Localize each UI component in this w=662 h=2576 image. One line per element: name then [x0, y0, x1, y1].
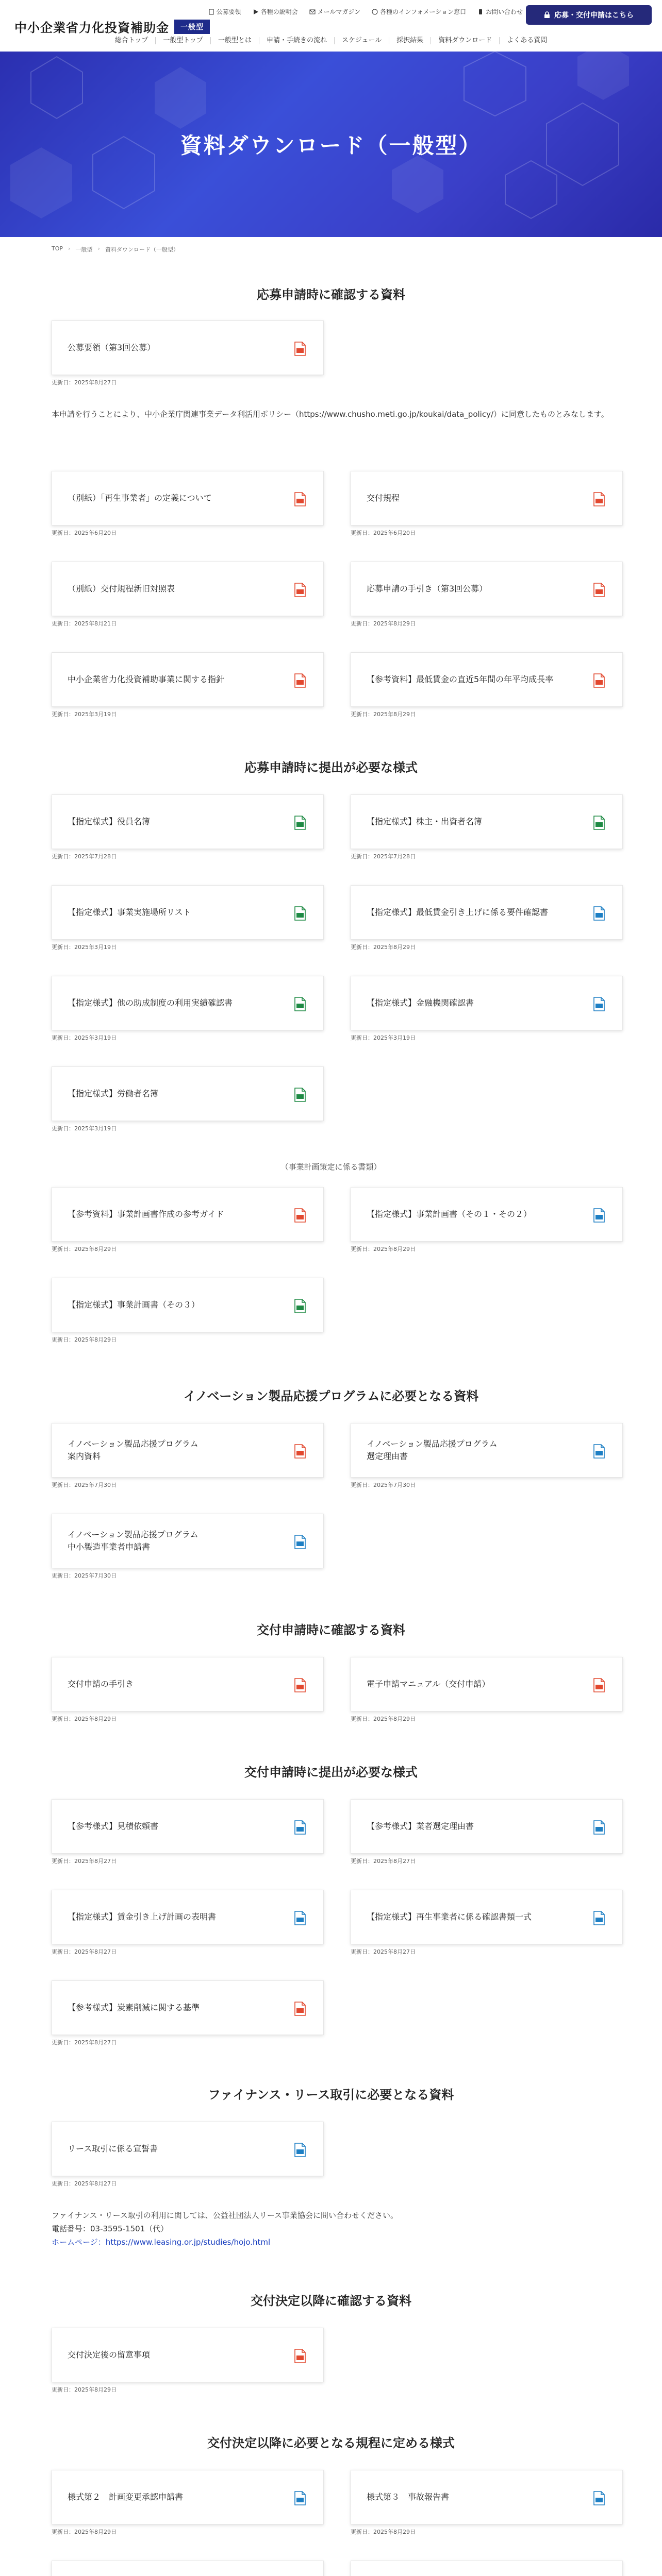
download-card-title: 応募申請の手引き（第3回公募） — [367, 584, 488, 594]
update-date: 更新日：2025年8月27日 — [52, 2039, 117, 2046]
download-card[interactable] — [351, 976, 623, 1030]
download-card[interactable] — [52, 794, 324, 849]
update-date: 更新日：2025年8月29日 — [351, 2529, 416, 2535]
download-card-title: 中小企業省力化投資補助事業に関する指針 — [68, 674, 225, 684]
util-link-label: お問い合わせ — [485, 8, 523, 15]
section-title: 交付決定以降に必要となる規程に定める様式 — [207, 2436, 455, 2450]
util-link-mail[interactable] — [309, 7, 360, 16]
download-card[interactable] — [52, 1514, 324, 1568]
nav-item[interactable]: よくある質問 — [499, 37, 554, 44]
download-card[interactable] — [351, 1187, 623, 1242]
update-date: 更新日：2025年8月29日 — [52, 1336, 117, 1343]
download-card[interactable] — [351, 2470, 623, 2524]
download-card[interactable] — [52, 976, 324, 1030]
update-date: 更新日：2025年3月19日 — [351, 1035, 416, 1041]
section-title: 交付決定以降に確認する資料 — [251, 2294, 411, 2308]
download-card-title: イノベーション製品応援プログラム 案内資料 — [68, 1439, 198, 1461]
nav-item[interactable]: スケジュール — [334, 37, 389, 44]
pdf-file-icon — [294, 342, 306, 356]
download-card-title: （別紙）「再生事業者」の定義について — [68, 493, 212, 503]
update-date: 更新日：2025年6月20日 — [351, 530, 416, 536]
doc-file-icon — [294, 1911, 306, 1925]
breadcrumb-separator: › — [97, 245, 100, 252]
update-date: 更新日：2025年8月29日 — [351, 944, 416, 951]
doc-file-icon — [294, 1820, 306, 1835]
download-card[interactable] — [351, 471, 623, 526]
update-date: 更新日：2025年8月29日 — [351, 620, 416, 627]
update-date: 更新日：2025年3月19日 — [52, 711, 117, 718]
download-card-title: 電子申請マニュアル（交付申請） — [367, 1679, 490, 1689]
breadcrumb-item[interactable]: TOP — [52, 245, 63, 252]
nav-item[interactable]: 資料ダウンロード — [431, 37, 499, 44]
update-date: 更新日：2025年3月19日 — [52, 1035, 117, 1041]
update-date: 更新日：2025年8月29日 — [52, 1246, 117, 1252]
download-card-title: 【指定様式】再生事業者に係る確認書類一式 — [367, 1912, 532, 1922]
xls-file-icon — [294, 1088, 306, 1102]
global-nav — [0, 31, 662, 50]
download-card-title: イノベーション製品応援プログラム 選定理由書 — [367, 1439, 498, 1461]
pdf-file-icon — [593, 673, 605, 688]
xls-file-icon — [294, 997, 306, 1011]
download-card-title: リース取引に係る宣誓書 — [68, 2144, 158, 2154]
document-icon — [208, 9, 214, 15]
section-title: ファイナンス・リース取引に必要となる資料 — [208, 2088, 454, 2102]
download-card-title: 交付申請の手引き — [68, 1679, 134, 1689]
logo-badge: 一般型 — [174, 20, 210, 34]
download-card-title: 【指定様式】役員名簿 — [68, 817, 151, 826]
pdf-file-icon — [593, 583, 605, 597]
download-card[interactable] — [351, 1799, 623, 1854]
download-card-title: 交付規程 — [367, 493, 400, 503]
pdf-file-icon — [294, 1678, 306, 1692]
download-card[interactable] — [52, 2122, 324, 2176]
download-card-title: 【指定様式】事業計画書（その３） — [68, 1300, 200, 1310]
play-icon — [253, 9, 259, 15]
lease-phone: 電話番号：03-3595-1501（代） — [52, 2224, 169, 2233]
doc-file-icon — [294, 1535, 306, 1549]
pdf-file-icon — [294, 2349, 306, 2363]
section-title: 応募申請時に確認する資料 — [257, 287, 405, 302]
pdf-file-icon — [593, 492, 605, 506]
download-card-title: 【参考資料】事業計画書作成の参考ガイド — [68, 1209, 224, 1219]
download-card[interactable] — [351, 562, 623, 616]
section-title: 交付申請時に確認する資料 — [257, 1623, 405, 1637]
download-card-title: 様式第２ 計画変更承認申請書 — [68, 2492, 184, 2502]
pdf-file-icon — [294, 673, 306, 688]
pdf-file-icon — [593, 1678, 605, 1692]
doc-file-icon — [593, 1911, 605, 1925]
lease-homepage[interactable]: ホームページ：https://www.leasing.or.jp/studies/hojo.html — [52, 2238, 271, 2247]
download-card[interactable] — [52, 1278, 324, 1332]
mail-icon — [309, 9, 316, 15]
update-date: 更新日：2025年8月29日 — [52, 2386, 117, 2393]
doc-file-icon — [593, 1820, 605, 1835]
doc-file-icon — [593, 1444, 605, 1459]
download-card[interactable] — [351, 1657, 623, 1711]
download-card-title: 【指定様式】他の助成制度の利用実績確認書 — [68, 998, 233, 1008]
download-card-title: 【参考様式】見積依頼書 — [68, 1821, 159, 1831]
nav-item[interactable]: 一般型トップ — [155, 37, 210, 44]
lease-note: ファイナンス・リース取引の利用に関しては、公益社団法人リース事業協会に問い合わせください。 — [52, 2211, 399, 2220]
breadcrumb-separator: › — [68, 245, 71, 252]
update-date: 更新日：2025年8月29日 — [351, 711, 416, 718]
util-link-label: 各種の説明会 — [260, 8, 298, 15]
nav-item[interactable]: 申請・手続きの流れ — [259, 37, 334, 44]
download-card[interactable] — [351, 1423, 623, 1478]
hero-banner — [0, 52, 662, 237]
update-date: 更新日：2025年8月27日 — [52, 1858, 117, 1865]
section-title: 交付申請時に提出が必要な様式 — [244, 1765, 418, 1780]
doc-file-icon — [593, 2491, 605, 2505]
update-date: 更新日：2025年8月27日 — [52, 2180, 117, 2187]
breadcrumb — [52, 245, 179, 253]
download-card-title: 【指定様式】賃金引き上げ計画の表明書 — [68, 1912, 217, 1922]
download-card[interactable] — [52, 562, 324, 616]
section-title: イノベーション製品応援プログラムに必要となる資料 — [183, 1389, 479, 1403]
page-title: 資料ダウンロード（一般型） — [180, 133, 482, 158]
download-card-title: 【指定様式】労働者名簿 — [68, 1089, 159, 1098]
download-card-title: 【参考資料】最低賃金の直近5年間の年平均成長率 — [367, 674, 554, 684]
util-link-label: メールマガジン — [317, 8, 361, 15]
update-date: 更新日：2025年7月28日 — [351, 853, 416, 860]
info-icon — [372, 9, 378, 15]
download-card[interactable] — [52, 2561, 324, 2576]
download-card[interactable] — [52, 1890, 324, 1944]
pdf-file-icon — [294, 1208, 306, 1223]
download-card-title: 【参考様式】業者選定理由書 — [367, 1821, 474, 1831]
xls-file-icon — [294, 1299, 306, 1313]
doc-file-icon — [294, 2143, 306, 2157]
download-card[interactable] — [351, 1890, 623, 1944]
download-card-title: 【指定様式】金融機関確認書 — [367, 998, 474, 1008]
download-card[interactable] — [52, 1980, 324, 2035]
update-date: 更新日：2025年8月27日 — [351, 1948, 416, 1955]
utility-links — [208, 7, 523, 16]
download-card[interactable] — [52, 471, 324, 526]
update-date: 更新日：2025年7月30日 — [52, 1572, 117, 1579]
download-card[interactable] — [351, 794, 623, 849]
download-card[interactable] — [52, 1187, 324, 1242]
download-card[interactable] — [52, 320, 324, 375]
download-card[interactable] — [351, 652, 623, 707]
update-date: 更新日：2025年3月19日 — [52, 944, 117, 951]
update-date: 更新日：2025年6月20日 — [52, 530, 117, 536]
util-link-label: 各種のインフォメーション窓口 — [380, 8, 466, 15]
logo-text: 中小企業省力化投資補助金 — [14, 21, 169, 35]
download-card[interactable] — [52, 1423, 324, 1478]
update-date: 更新日：2025年8月27日 — [52, 1948, 117, 1955]
update-date: 更新日：2025年7月30日 — [351, 1482, 416, 1488]
doc-file-icon — [593, 906, 605, 921]
site-header — [0, 0, 662, 43]
download-card[interactable] — [52, 1657, 324, 1711]
pdf-file-icon — [294, 2002, 306, 2016]
breadcrumb-item[interactable]: 一般型 — [75, 246, 93, 253]
update-date: 更新日：2025年7月28日 — [52, 853, 117, 860]
download-card-title: （別紙）交付規程新旧対照表 — [68, 584, 175, 594]
util-link-guidelines[interactable] — [208, 7, 241, 16]
download-card-title: 【指定様式】事業計画書（その１・その２） — [367, 1209, 532, 1219]
util-link-briefing[interactable] — [253, 7, 298, 16]
update-date: 更新日：2025年3月19日 — [52, 1125, 117, 1132]
update-date: 更新日：2025年7月30日 — [52, 1482, 117, 1488]
doc-file-icon — [294, 2491, 306, 2505]
update-date: 更新日：2025年8月29日 — [351, 1246, 416, 1252]
xls-file-icon — [593, 816, 605, 830]
download-card[interactable] — [52, 1066, 324, 1121]
nav-item[interactable]: 一般型とは — [210, 37, 259, 44]
pdf-file-icon — [294, 1444, 306, 1459]
business-plan-note: （事業計画策定に係る書類） — [280, 1162, 382, 1172]
nav-item[interactable]: 採択結果 — [389, 37, 431, 44]
update-date: 更新日：2025年8月29日 — [52, 1716, 117, 1722]
pdf-file-icon — [294, 583, 306, 597]
util-link-contact[interactable] — [477, 7, 523, 16]
update-date: 更新日：2025年8月27日 — [351, 1858, 416, 1865]
download-card-title: 【指定様式】株主・出資者名簿 — [367, 817, 483, 826]
doc-file-icon — [593, 997, 605, 1011]
xls-file-icon — [294, 906, 306, 921]
download-card-title: 【指定様式】事業実施場所リスト — [68, 907, 191, 917]
doc-file-icon — [593, 1208, 605, 1223]
update-date: 更新日：2025年8月21日 — [52, 620, 117, 627]
breadcrumb-item: 資料ダウンロード（一般型） — [105, 246, 179, 253]
download-card-title: 【参考様式】炭素削減に関する基準 — [68, 2003, 200, 2012]
download-card[interactable] — [351, 885, 623, 940]
download-card-title: 【指定様式】最低賃金引き上げに係る要件確認書 — [367, 907, 549, 917]
download-card-title: 様式第３ 事故報告書 — [367, 2492, 450, 2502]
download-card[interactable] — [52, 652, 324, 707]
nav-item[interactable]: 総合トップ — [114, 37, 148, 44]
download-card[interactable] — [52, 2328, 324, 2382]
xls-file-icon — [294, 816, 306, 830]
apply-button-label: 応募・交付申請はこちら — [554, 11, 634, 20]
util-link-label: 公募要領 — [216, 8, 241, 15]
download-card-title: 交付決定後の留意事項 — [68, 2350, 151, 2360]
update-date: 更新日：2025年8月27日 — [52, 379, 117, 386]
update-date: 更新日：2025年8月29日 — [52, 2529, 117, 2535]
apply-button[interactable] — [526, 5, 652, 25]
privacy-note: 本申請を行うことにより、中小企業庁関連事業データ利活用ポリシー（https://www.chusho.meti.go.jp/koukai/data_policy/）に同意したものとみなします。 — [52, 410, 609, 419]
download-card[interactable] — [52, 2470, 324, 2524]
phone-icon — [477, 9, 484, 15]
update-date: 更新日：2025年8月29日 — [351, 1716, 416, 1722]
section-title: 応募申請時に提出が必要な様式 — [244, 760, 418, 775]
pdf-file-icon — [294, 492, 306, 506]
download-card-title: 公募要領（第3回公募） — [68, 343, 156, 352]
lock-icon — [544, 11, 550, 19]
util-link-info[interactable] — [372, 7, 466, 16]
download-card[interactable] — [52, 885, 324, 940]
download-card[interactable] — [351, 2561, 623, 2576]
download-card-title: イノベーション製品応援プログラム 中小製造事業者申請書 — [68, 1530, 198, 1552]
download-card[interactable] — [52, 1799, 324, 1854]
